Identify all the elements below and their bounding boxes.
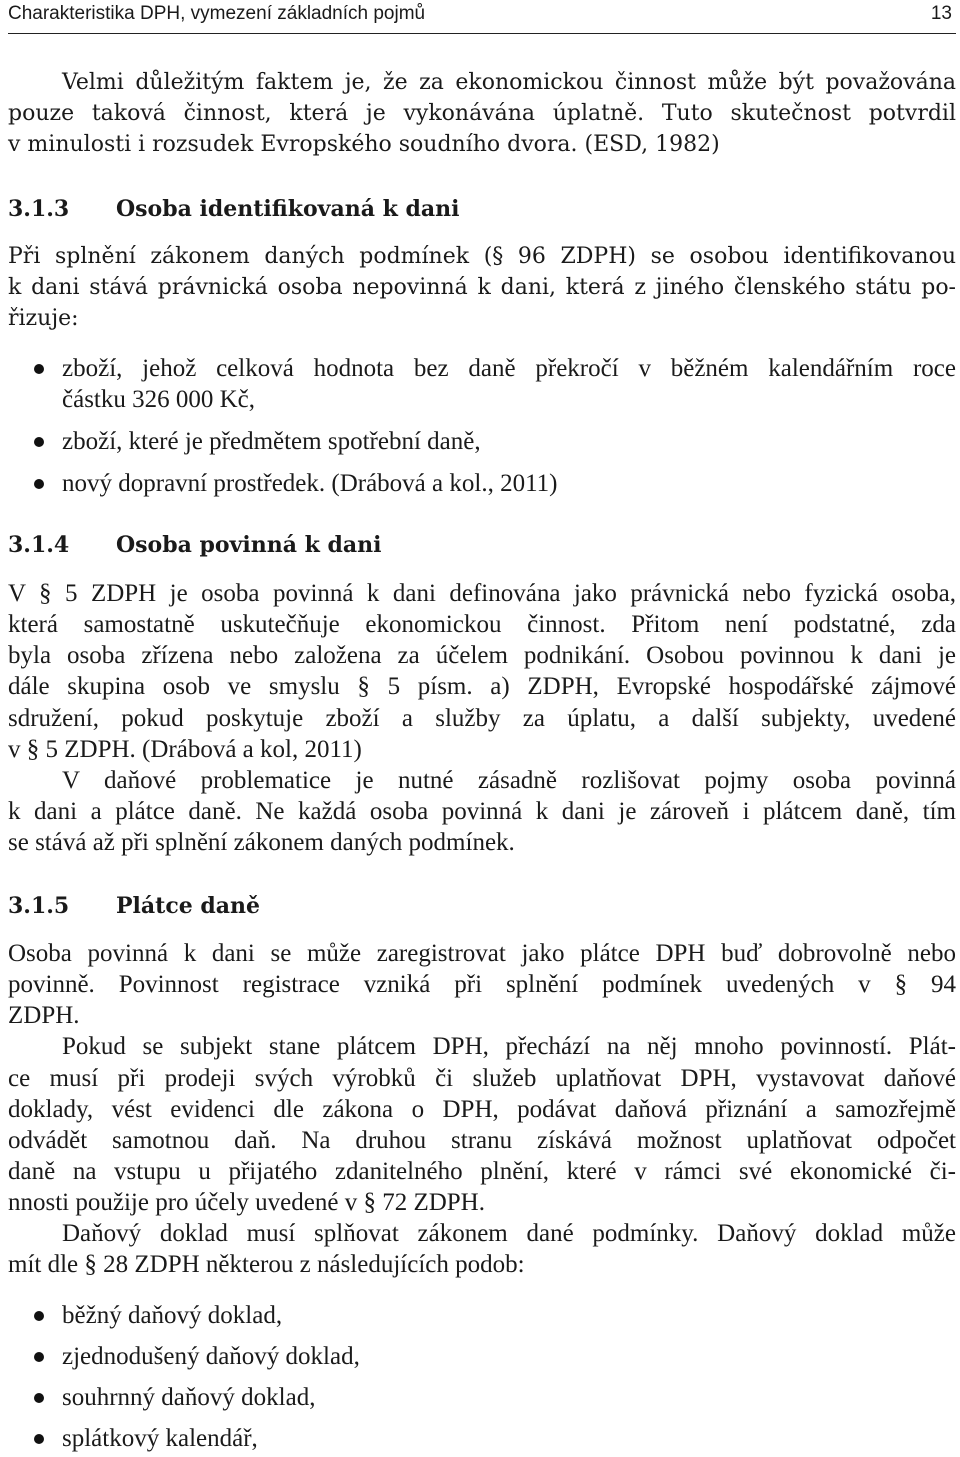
paragraph-line: řizuje:: [8, 306, 79, 331]
bullet-icon: [34, 1352, 44, 1362]
paragraph-line: Pokud se subjekt stane plátcem DPH, přechází na něj mnoho povinností. Plát-: [62, 1033, 956, 1060]
paragraph-line: sdružení, pokud poskytuje zboží a služby za úplatu, a další subjekty, uvedené: [8, 705, 956, 732]
list-item: splátkový kalendář,: [62, 1425, 258, 1452]
section-title: Osoba povinná k dani: [116, 532, 382, 558]
paragraph-line: dále skupina osob ve smyslu § 5 písm. a) ZDPH, Evropské hospodářské zájmové: [8, 673, 956, 700]
intro-line-3: v minulosti i rozsudek Evropského soudního dvora. (ESD, 1982): [8, 132, 720, 157]
intro-line-1: Velmi důležitým faktem je, že za ekonomickou činnost může být považována: [62, 70, 956, 95]
bullet-icon: [34, 479, 44, 489]
paragraph-line: která samostatně uskutečňuje ekonomickou činnost. Přitom není podstatné, zda: [8, 611, 956, 638]
paragraph-line: nnosti použije pro účely uvedené v § 72 ZDPH.: [8, 1189, 485, 1216]
paragraph-line: Daňový doklad musí splňovat zákonem dané podmínky. Daňový doklad může: [62, 1220, 956, 1247]
list-item: běžný daňový doklad,: [62, 1302, 283, 1329]
list-item-continuation: částku 326 000 Kč,: [62, 386, 256, 413]
paragraph-line: k dani a plátce daně. Ne každá osoba povinná k dani je zároveň i plátcem daně, tím: [8, 798, 956, 825]
paragraph-line: k dani stává právnická osoba nepovinná k dani, která z jiného členského státu po-: [8, 275, 956, 300]
paragraph-line: Při splnění zákonem daných podmínek (§ 96 ZDPH) se osobou identifikovanou: [8, 244, 956, 269]
section-number: 3.1.3: [8, 196, 70, 222]
paragraph-line: V § 5 ZDPH je osoba povinná k dani definována jako právnická nebo fyzická osoba,: [8, 580, 956, 607]
paragraph-line: odvádět samotnou daň. Na druhou stranu získává možnost uplatňovat odpočet: [8, 1127, 956, 1154]
paragraph-line: ce musí při prodeji svých výrobků či služeb uplatňovat DPH, vystavovat daňové: [8, 1065, 956, 1092]
paragraph-line: V daňové problematice je nutné zásadně rozlišovat pojmy osoba povinná: [62, 767, 956, 794]
bullet-icon: [34, 1393, 44, 1403]
list-item: zboží, které je předmětem spotřební daně,: [62, 428, 481, 455]
paragraph-line: doklady, vést evidenci dle zákona o DPH, podávat daňová přiznání a samozřejmě: [8, 1096, 956, 1123]
list-item: zboží, jehož celková hodnota bez daně překročí v běžném kalendářním roce: [62, 355, 956, 382]
paragraph-line: byla osoba zřízena nebo založena za účelem podnikání. Osobou povinnou k dani je: [8, 642, 956, 669]
paragraph-line: ZDPH.: [8, 1002, 80, 1029]
running-header: [8, 0, 956, 34]
paragraph-line: v § 5 ZDPH. (Drábová a kol, 2011): [8, 736, 362, 763]
section-title: Osoba identifikovaná k dani: [116, 196, 460, 222]
bullet-icon: [34, 437, 44, 447]
paragraph-line: Osoba povinná k dani se může zaregistrovat jako plátce DPH buď dobrovolně nebo: [8, 940, 956, 967]
paragraph-line: daně na vstupu u přijatého zdanitelného plnění, které v rámci své ekonomické či-: [8, 1158, 956, 1185]
section-number: 3.1.4: [8, 532, 70, 558]
list-item: souhrnný daňový doklad,: [62, 1384, 316, 1411]
bullet-icon: [34, 1311, 44, 1321]
paragraph-line: se stává až při splnění zákonem daných podmínek.: [8, 829, 515, 856]
paragraph-line: povinně. Povinnost registrace vzniká při splnění podmínek uvedených v § 94: [8, 971, 956, 998]
bullet-icon: [34, 364, 44, 374]
intro-line-2: pouze taková činnost, která je vykonávána úplatně. Tuto skutečnost potvrdil: [8, 101, 956, 126]
page-number: 13: [930, 3, 952, 24]
list-item: zjednodušený daňový doklad,: [62, 1343, 360, 1370]
bullet-icon: [34, 1434, 44, 1444]
paragraph-line: mít dle § 28 ZDPH některou z následujících podob:: [8, 1251, 525, 1278]
list-item: nový dopravní prostředek. (Drábová a kol., 2011): [62, 470, 558, 497]
chapter-title: Charakteristika DPH, vymezení základních pojmů: [8, 3, 426, 24]
section-title: Plátce daně: [116, 893, 260, 919]
section-number: 3.1.5: [8, 893, 70, 919]
